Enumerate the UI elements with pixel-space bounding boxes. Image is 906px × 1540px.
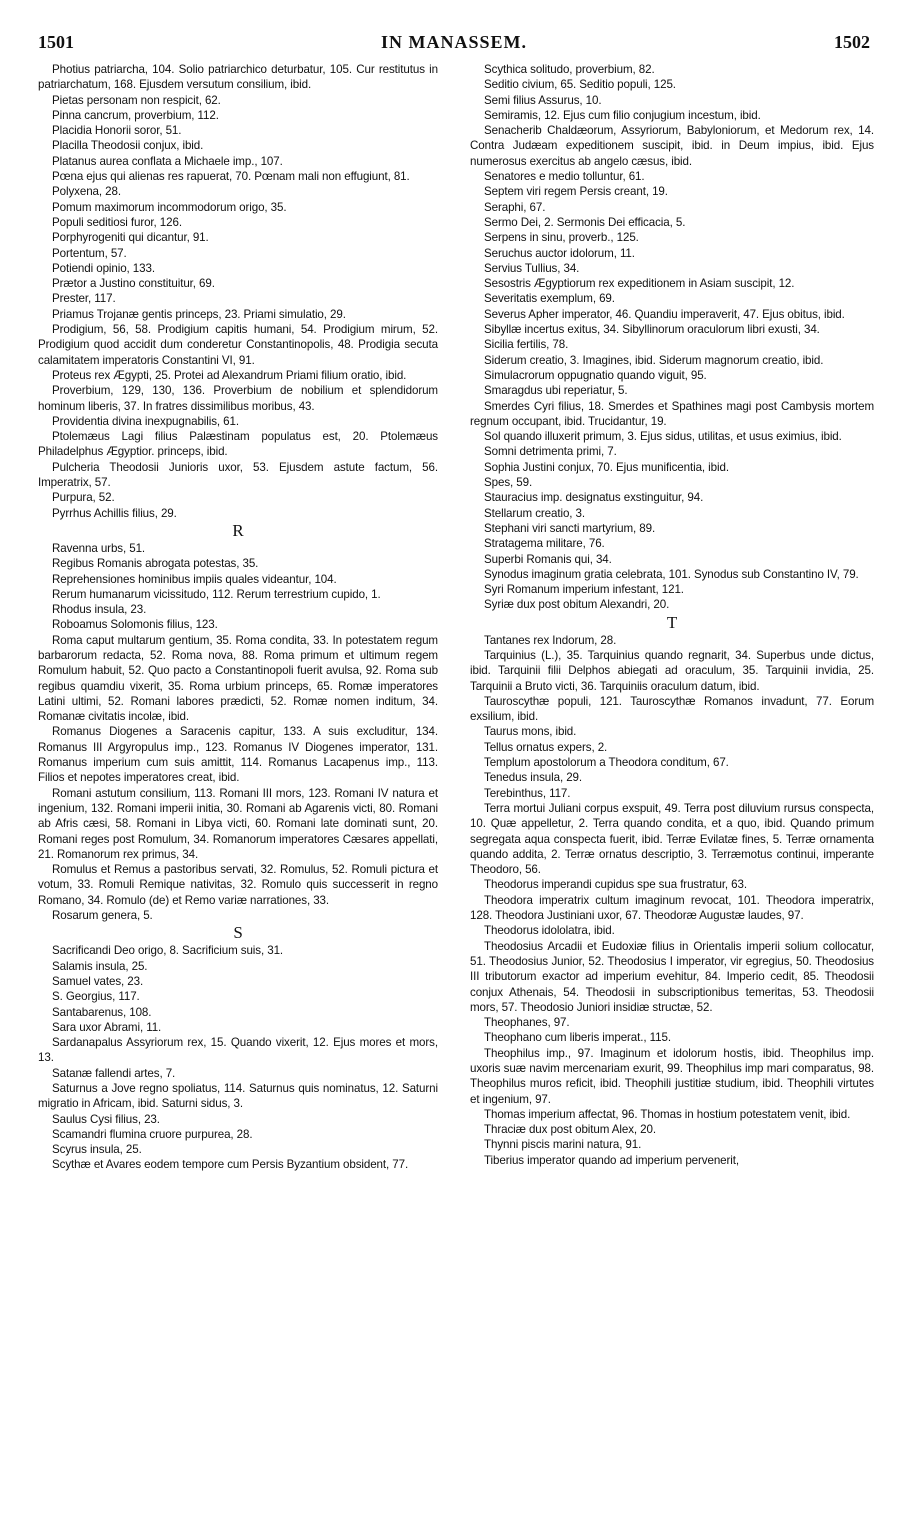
index-entry: Theophano cum liberis imperat., 115. (484, 1031, 671, 1045)
index-entry: Rerum humanarum vicissitudo, 112. Rerum terrestrium cupido, 1. (52, 587, 381, 601)
index-entry: Pinna cancrum, proverbium, 112. (52, 108, 219, 122)
index-entry: Theophanes, 97. (484, 1016, 570, 1030)
index-entry: Porphyrogeniti qui dicantur, 91. (52, 231, 209, 245)
index-entry: Roma caput multarum gentium, 35. Roma condita, 33. In potestatem regum barbarorum redacta, 52. Roma nova, 88. Roma primum et ultimum regem Romulum habuit, 52. Quo pacto a Constantinopoli fuerit avulsa, 92. Roma sub regibus quamdiu vixerit, 35. Roma urbium princeps, 65. Romæ imperatores Latini ultimi, 52. Romani labores prædicti, 52. Romæ nomen inditum, 34. Romanæ civitatis incolæ, ibid. (38, 633, 438, 724)
index-entry: Placidia Honorii soror, 51. (52, 124, 182, 138)
index-entry: Proteus rex Ægypti, 25. Protei ad Alexandrum Priami filium oratio, ibid. (52, 368, 407, 382)
index-entry: Sermo Dei, 2. Sermonis Dei efficacia, 5. (484, 215, 686, 229)
index-entry: Romulus et Remus a pastoribus servati, 32. Romulus, 52. Romuli pictura et votum, 33. Romuli Remique nativitas, 32. Romulo quis successerit in regno Romano, 34. Romulo (de) et Remo variæ narrationes, 33. (38, 863, 438, 907)
index-entry: Populi seditiosi furor, 126. (52, 215, 182, 229)
index-entry: Sara uxor Abrami, 11. (52, 1020, 162, 1034)
page-number-right: 1502 (834, 32, 870, 52)
index-entry: Pomum maximorum incommodorum origo, 35. (52, 200, 287, 214)
page-number-left: 1501 (38, 32, 74, 52)
index-entry: Theodosius Arcadii et Eudoxiæ filius in Orientalis imperii solium collocatur, 51. Theodosius Junior, 52. Theodosius I imperator, vir egregius, 50. Theodosius III tributorum exactor ad imperium evehitur, 84. Imperio cedit, 85. Theodosii conjux Athenais, 54. Theodosii in subscriptionibus temeritas, 53. Theodosii mors, 57. Theodosio Juniori insidiæ structæ, 52. (470, 939, 874, 1014)
page-header (38, 32, 870, 58)
index-entry: Rhodus insula, 23. (52, 603, 147, 617)
index-entry: Sophia Justini conjux, 70. Ejus munificentia, ibid. (484, 460, 729, 474)
index-entry: Thraciæ dux post obitum Alex, 20. (484, 1123, 656, 1137)
index-entry: Priamus Trojanæ gentis princeps, 23. Priami simulatio, 29. (52, 307, 346, 321)
index-entry: Ravenna urbs, 51. (52, 541, 146, 555)
index-entry: Scyrus insula, 25. (52, 1143, 142, 1157)
index-entry: Smaragdus ubi reperiatur, 5. (484, 384, 628, 398)
index-entry: Pulcheria Theodosii Junioris uxor, 53. Ejusdem astute factum, 56. Imperatrix, 57. (38, 460, 438, 490)
index-entry: Satanæ fallendi artes, 7. (52, 1066, 176, 1080)
index-entry: Scamandri flumina cruore purpurea, 28. (52, 1127, 253, 1141)
index-entry: Stratagema militare, 76. (484, 537, 605, 551)
index-entry: Romanus Diogenes a Saracenis capitur, 133. A suis excluditur, 134. Romanus III Argyropulus imp., 123. Romanus IV Diogenes imperator, 131. Romanus imperium cum suis amittit, 114. Romanus Lacapenus imp., 113. Filios et nepotes imperatores creat, ibid. (38, 725, 438, 785)
index-entry: Reprehensiones hominibus impiis quales videantur, 104. (52, 572, 337, 586)
index-entry: Theodorus idololatra, ibid. (484, 924, 615, 938)
index-entry: Serpens in sinu, proverb., 125. (484, 231, 639, 245)
index-entry: Pietas personam non respicit, 62. (52, 93, 221, 107)
section-letter-s: S (233, 923, 243, 943)
index-entry: Terebinthus, 117. (484, 786, 571, 800)
index-entry: Seruchus auctor idolorum, 11. (484, 246, 635, 260)
index-entry: Servius Tullius, 34. (484, 261, 580, 275)
index-entry: Stauracius imp. designatus exstinguitur, 94. (484, 491, 704, 505)
index-entry: Sardanapalus Assyriorum rex, 15. Quando vixerit, 12. Ejus mores et mors, 13. (38, 1036, 438, 1065)
index-entry: Severus Apher imperator, 46. Quandiu imperaverit, 47. Ejus obitus, ibid. (484, 307, 845, 321)
index-entry: Regibus Romanis abrogata potestas, 35. (52, 557, 259, 571)
index-entry: Pœna ejus qui alienas res rapuerat, 70. Pœnam mali non effugiunt, 81. (52, 170, 410, 184)
index-entry: Rosarum genera, 5. (52, 909, 153, 923)
index-entry: Roboamus Solomonis filius, 123. (52, 618, 218, 632)
index-entry: Photius patriarcha, 104. Solio patriarchico deturbatur, 105. Cur restitutus in patriarchatum, 168. Ejusdem versutum consilium, ibid. (38, 63, 438, 92)
index-entry: Tauroscythæ populi, 121. Tauroscythæ Romanos invadunt, 77. Eorum exsilium, ibid. (470, 694, 874, 724)
index-entry: Tantanes rex Indorum, 28. (484, 633, 617, 647)
index-entry: Siderum creatio, 3. Imagines, ibid. Siderum magnorum creatio, ibid. (484, 353, 824, 367)
index-entry: Tiberius imperator quando ad imperium pervenerit, (484, 1153, 740, 1167)
index-entry: Semi filius Assurus, 10. (484, 93, 602, 107)
index-entry: Theodorus imperandi cupidus spe sua frustratur, 63. (484, 878, 747, 892)
index-entry: Sol quando illuxerit primum, 3. Ejus sidus, utilitas, et usus eximius, ibid. (484, 430, 842, 444)
entries-letter-t (470, 633, 874, 1168)
index-entry: Thynni piscis marini natura, 91. (484, 1138, 642, 1152)
index-entry: Tenedus insula, 29. (484, 771, 583, 785)
section-letter-t: T (666, 612, 678, 632)
index-entry: Superbi Romanis qui, 34. (484, 552, 612, 566)
entries-letter-r (38, 541, 438, 923)
index-entry: Synodus imaginum gratia celebrata, 101. Synodus sub Constantino IV, 79. (484, 567, 859, 581)
index-entry: Proverbium, 129, 130, 136. Proverbium de nobilium et splendidorum hominum liberis, 37. In fratres dissimilibus moribus, 43. (38, 384, 438, 413)
index-entry: Tellus ornatus expers, 2. (484, 740, 608, 754)
index-entry: Senatores e medio tolluntur, 61. (484, 170, 645, 184)
index-entry: Theodora imperatrix cultum imaginum revocat, 101. Theodora imperatrix, 128. Theodora Justiniani uxor, 67. Theodoræ Augustæ laudes, 97. (470, 893, 874, 923)
index-entry: Ptolemæus Lagi filius Palæstinam populatus est, 20. Ptolemæus Philadelphus Ægyptior. princeps, ibid. (38, 430, 438, 459)
index-entry: Polyxena, 28. (52, 185, 121, 199)
index-entry: Portentum, 57. (52, 246, 127, 260)
index-entry: Salamis insula, 25. (52, 959, 148, 973)
index-entry: Saulus Cysi filius, 23. (52, 1112, 160, 1126)
index-entry: Placilla Theodosii conjux, ibid. (52, 139, 204, 153)
index-entry: Scythæ et Avares eodem tempore cum Persis Byzantium obsident, 77. (52, 1158, 409, 1172)
index-entry: Somni detrimenta primi, 7. (484, 445, 617, 459)
entries-letter-p (38, 62, 438, 521)
section-letter-r: R (232, 520, 244, 540)
index-entry: Purpura, 52. (52, 491, 115, 505)
index-entry: Theophilus imp., 97. Imaginum et idolorum hostis, ibid. Theophilus imp. uxoris suæ navim mercenariam exurit, 99. Theophilus imp mari comparatus, 98. Theophilus muros reficit, ibid. Theophili justitiæ studium, ibid. Theophili virtutes et ingenium, 97. (470, 1046, 874, 1106)
index-entry: Terra mortui Juliani corpus exspuit, 49. Terra post diluvium rursus conspecta, 10. Quæ appelletur, 2. Terra quando condita, et a quo, ibid. Quando primum segregata aqua conspecta fuerit, ibid. Terræ Evilatæ fines, 5. Terræ ornamenta quando addita, 2. Terræ ornatus descriptio, 3. Terræmotus continui, imperante Theodoro, 56. (470, 801, 874, 877)
index-entry: Pyrrhus Achillis filius, 29. (52, 506, 177, 520)
right-column (470, 62, 874, 1168)
index-entry: S. Georgius, 117. (52, 990, 140, 1004)
index-entry: Spes, 59. (484, 476, 533, 490)
index-entry: Prester, 117. (52, 292, 116, 306)
index-entry: Stellarum creatio, 3. (484, 506, 585, 520)
index-entry: Scythica solitudo, proverbium, 82. (484, 63, 655, 76)
index-entry: Sesostris Ægyptiorum rex expeditionem in Asiam suscipit, 12. (484, 277, 795, 291)
index-entry: Providentia divina inexpugnabilis, 61. (52, 414, 239, 428)
index-entry: Samuel vates, 23. (52, 974, 144, 988)
index-entry: Syri Romanum imperium infestant, 121. (484, 583, 684, 597)
index-entry: Semiramis, 12. Ejus cum filio conjugium incestum, ibid. (484, 108, 761, 122)
index-entry: Stephani viri sancti martyrium, 89. (484, 521, 656, 535)
index-entry: Prodigium, 56, 58. Prodigium capitis humani, 54. Prodigium mirum, 52. Prodigium quod accidit dum conderetur Constantinopolis, 48. Prodigia secuta calamitatem imperatoris Constantini VI, 91. (38, 323, 438, 367)
index-entry: Senacherib Chaldæorum, Assyriorum, Babyloniorum, et Medorum rex, 14. Contra Judæam expeditionem suscipit, ibid. in Deum impius, ibid. Ejus numerosus exercitus ab angelo cæsus, ibid. (470, 124, 874, 168)
index-entry: Taurus mons, ibid. (484, 725, 577, 739)
index-entry: Smerdes Cyri filius, 18. Smerdes et Spathines magi post Cambysis mortem regnum occupant, ibid. Trucidantur, 19. (470, 399, 874, 428)
left-column (38, 62, 438, 1173)
index-entry: Seditio civium, 65. Seditio populi, 125. (484, 78, 676, 92)
index-entry: Sacrificandi Deo origo, 8. Sacrificium suis, 31. (52, 944, 284, 958)
index-entry: Severitatis exemplum, 69. (484, 292, 615, 306)
index-entry: Templum apostolorum a Theodora conditum, 67. (484, 756, 729, 770)
index-entry: Sibyllæ incertus exitus, 34. Sibyllinorum oraculorum libri exusti, 34. (484, 323, 820, 337)
index-entry: Santabarenus, 108. (52, 1005, 152, 1019)
index-entry: Simulacrorum oppugnatio quando viguit, 95. (484, 368, 707, 382)
index-entry: Tarquinius (L.), 35. Tarquinius quando regnarit, 34. Superbus unde dictus, ibid. Tarquinii filii Delphos abiegati ad oraculum, 35. Tarquinii invidia, 25. Tarquinii a Bruto victi, 36. Tarquiniis oraculum datum, ibid. (470, 648, 874, 693)
index-entry: Platanus aurea conflata a Michaele imp., 107. (52, 154, 283, 168)
index-entry: Seraphi, 67. (484, 200, 546, 214)
index-entry: Potiendi opinio, 133. (52, 261, 155, 275)
index-entry: Syriæ dux post obitum Alexandri, 20. (484, 598, 670, 612)
index-entry: Prætor a Justino constituitur, 69. (52, 277, 215, 291)
index-entry: Septem viri regem Persis creant, 19. (484, 185, 668, 199)
running-title: IN MANASSEM. (380, 32, 527, 52)
index-entry: Thomas imperium affectat, 96. Thomas in hostium potestatem venit, ibid. (484, 1107, 851, 1121)
entries-letter-s (38, 943, 438, 1172)
index-entry: Romani astutum consilium, 113. Romani III mors, 123. Romani IV natura et ingenium, 132. Romani imperii initia, 30. Romani ab Agarenis victi, 80. Romani ab Afris cæsi, 58. Romani in Libya victi, 60. Romani late dominati sunt, 20. Romani reges post Romulum, 34. Romanorum imperatores Cæsares appellati, 21. Romanorum rex primus, 34. (38, 786, 438, 861)
entries-letter-s-continued (470, 62, 874, 613)
index-entry: Sicilia fertilis, 78. (484, 338, 569, 352)
index-entry: Saturnus a Jove regno spoliatus, 114. Saturnus quis nominatus, 12. Saturni migratio in Africam, ibid. Saturni sidus, 3. (38, 1082, 438, 1111)
